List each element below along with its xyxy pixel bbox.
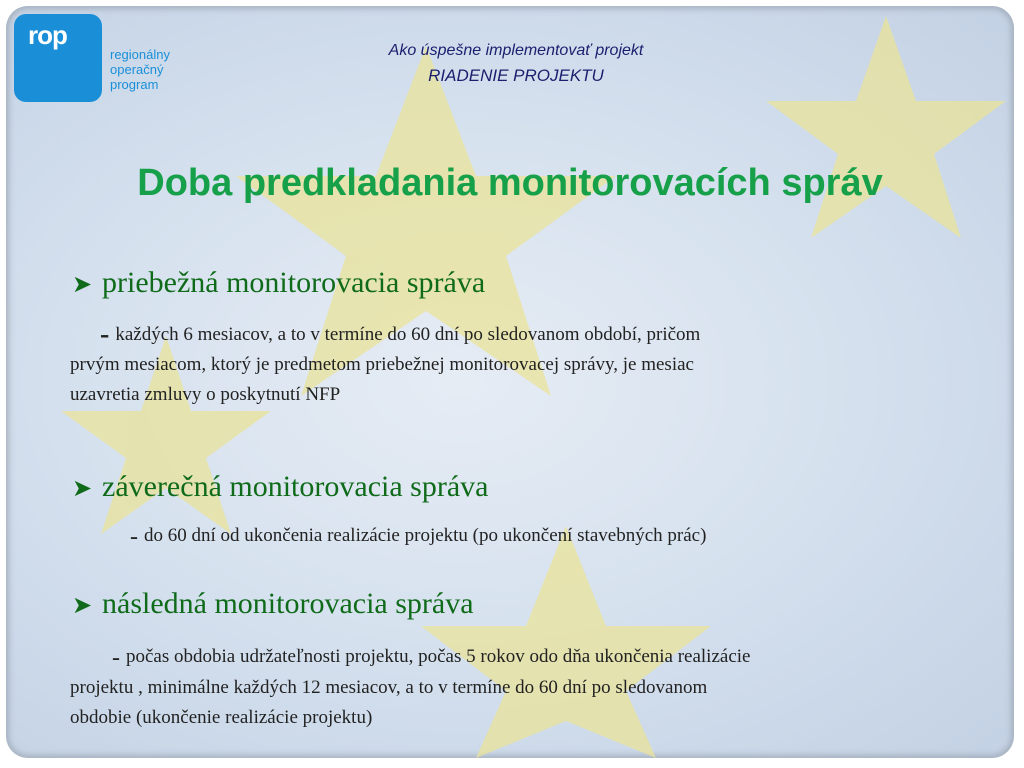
logo-mark: [14, 14, 102, 102]
logo-line: regionálny: [110, 47, 170, 62]
section-heading-text: následná monitorovacia správa: [102, 587, 474, 620]
body-text: počas obdobia udržateľnosti projektu, počas 5 rokov odo dňa ukončenia realizácie: [126, 646, 751, 667]
section-body: [70, 320, 950, 410]
logo-line: program: [110, 77, 159, 92]
section-heading-text: záverečná monitorovacia správa: [102, 470, 489, 503]
section-heading: [72, 470, 488, 504]
slide-header: [300, 38, 732, 88]
body-line: [70, 320, 950, 350]
dash-marker: -: [112, 645, 120, 671]
body-text: do 60 dní od ukončenia realizácie projektu (po ukončení stavebných prác): [144, 525, 707, 546]
body-text: každých 6 mesiacov, a to v termíne do 60 dní po sledovanom období, pričom: [115, 324, 701, 345]
section-heading: [72, 587, 474, 621]
body-line: projektu , minimálne každých 12 mesiacov, a to v termíne do 60 dní po sledovanom: [70, 677, 708, 698]
dash-marker: -: [130, 524, 138, 550]
section-heading: [72, 266, 485, 300]
arrow-bullet-icon: ➤: [72, 593, 93, 619]
body-line: uzavretia zmluvy o poskytnutí NFP: [70, 384, 341, 405]
arrow-bullet-icon: ➤: [72, 272, 93, 298]
body-line: obdobie (ukončenie realizácie projektu): [70, 707, 373, 728]
body-line: [70, 642, 990, 673]
dash-marker: -: [100, 319, 110, 350]
section-body: [130, 521, 950, 552]
rop-logo: [14, 14, 194, 108]
header-project: RIADENIE PROJEKTU: [428, 66, 604, 85]
logo-wordmark: [110, 47, 170, 92]
body-line: prvým mesiacom, ktorý je predmetom priebežnej monitorovacej správy, je mesiac: [70, 354, 694, 375]
header-subtitle: Ako úspešne implementovať projekt: [388, 42, 644, 59]
section-body: [70, 642, 990, 733]
arrow-bullet-icon: ➤: [72, 476, 93, 502]
logo-line: operačný: [110, 62, 164, 77]
body-line: [130, 521, 950, 552]
logo-brand: rop: [28, 20, 67, 50]
section-heading-text: priebežná monitorovacia správa: [102, 266, 486, 299]
slide-title: Doba predkladania monitorovacích správ: [137, 162, 883, 204]
